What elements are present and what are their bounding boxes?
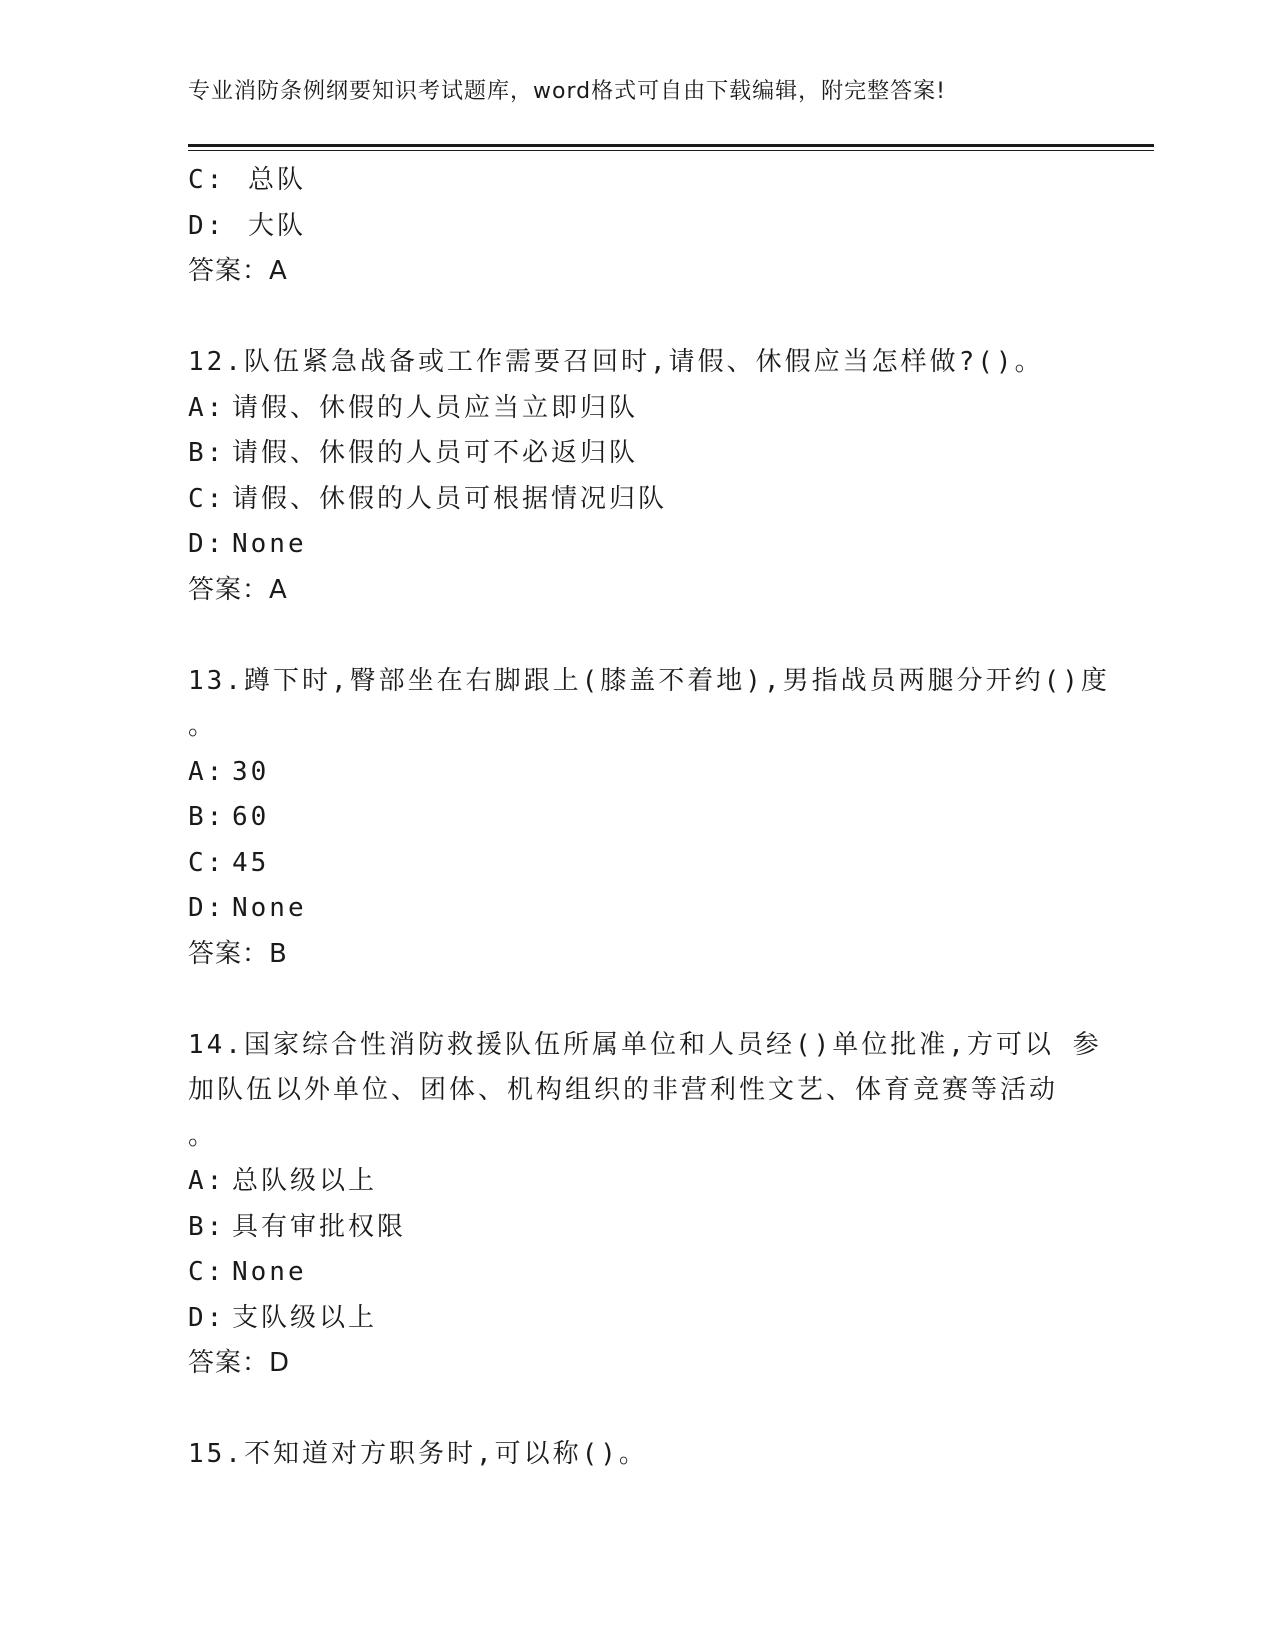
option-line bbox=[188, 795, 1088, 841]
option-text: 具有审批权限 bbox=[232, 1211, 407, 1242]
option-line bbox=[188, 1205, 1088, 1251]
option-line bbox=[188, 1159, 1088, 1205]
spacer bbox=[188, 1387, 1088, 1433]
option-line bbox=[188, 477, 1088, 523]
option-letter: B: bbox=[188, 1211, 226, 1242]
spacer bbox=[188, 295, 1088, 341]
option-letter: D: bbox=[188, 1302, 226, 1333]
option-line bbox=[188, 886, 1088, 932]
question-text-continued: 加队伍以外单位、团体、机构组织的非营利性文艺、体育竞赛等活动 bbox=[188, 1075, 1059, 1105]
option-letter: C: bbox=[188, 483, 226, 514]
option-text: 大队 bbox=[248, 210, 307, 241]
option-line bbox=[188, 204, 1088, 250]
question-text-continued: 。 bbox=[188, 711, 218, 741]
option-text: 60 bbox=[232, 802, 270, 832]
option-line bbox=[188, 158, 1088, 204]
option-letter: B: bbox=[188, 438, 226, 468]
option-letter: C: bbox=[188, 1257, 226, 1287]
option-text: 请假、休假的人员可根据情况归队 bbox=[232, 483, 668, 514]
option-letter: D: bbox=[188, 529, 226, 559]
header-divider-thin bbox=[188, 150, 1154, 151]
option-line bbox=[188, 386, 1088, 432]
option-line bbox=[188, 750, 1088, 796]
option-line bbox=[188, 1296, 1088, 1342]
option-letter: A: bbox=[188, 756, 226, 787]
option-text: 支队级以上 bbox=[232, 1302, 378, 1333]
question-list bbox=[188, 158, 1110, 1478]
spacer bbox=[188, 977, 1088, 1023]
option-letter: C: bbox=[188, 165, 226, 195]
option-letter: D: bbox=[188, 210, 226, 241]
question-text-continued: 。 bbox=[188, 1120, 218, 1151]
option-letter: D: bbox=[188, 893, 226, 923]
option-text: 总队 bbox=[248, 165, 307, 195]
answer-line: 答案：A bbox=[188, 256, 288, 286]
option-text: 请假、休假的人员应当立即归队 bbox=[232, 392, 639, 423]
option-text: 30 bbox=[232, 756, 270, 787]
header-divider-thick bbox=[188, 144, 1154, 147]
option-line bbox=[188, 431, 1088, 477]
question-text: 13.蹲下时,臀部坐在右脚跟上(膝盖不着地),男指战员两腿分开约()度 bbox=[188, 665, 1110, 696]
answer-line: 答案：A bbox=[188, 574, 288, 605]
option-line bbox=[188, 841, 1088, 887]
option-line bbox=[188, 522, 1088, 568]
option-text: None bbox=[232, 893, 307, 923]
question-text: 14.国家综合性消防救援队伍所属单位和人员经()单位批准,方可以 参 bbox=[188, 1029, 1102, 1060]
option-letter: B: bbox=[188, 802, 226, 832]
header-note: 专业消防条例纲要知识考试题库，word格式可自由下载编辑，附完整答案! bbox=[188, 79, 946, 104]
option-letter: A: bbox=[188, 392, 226, 423]
option-letter: C: bbox=[188, 847, 226, 878]
option-text: None bbox=[232, 529, 307, 559]
option-text: 请假、休假的人员可不必返归队 bbox=[232, 438, 639, 468]
question-text: 12.队伍紧急战备或工作需要召回时,请假、休假应当怎样做?()。 bbox=[188, 347, 1044, 377]
answer-line: 答案：D bbox=[188, 1348, 291, 1378]
answer-line: 答案：B bbox=[188, 938, 288, 969]
option-text: None bbox=[232, 1257, 307, 1287]
option-text: 45 bbox=[232, 847, 270, 878]
option-text: 总队级以上 bbox=[232, 1166, 378, 1196]
spacer bbox=[188, 613, 1088, 659]
option-letter: A: bbox=[188, 1166, 226, 1196]
option-line bbox=[188, 1250, 1088, 1296]
question-text: 15.不知道对方职务时,可以称()。 bbox=[188, 1439, 648, 1469]
